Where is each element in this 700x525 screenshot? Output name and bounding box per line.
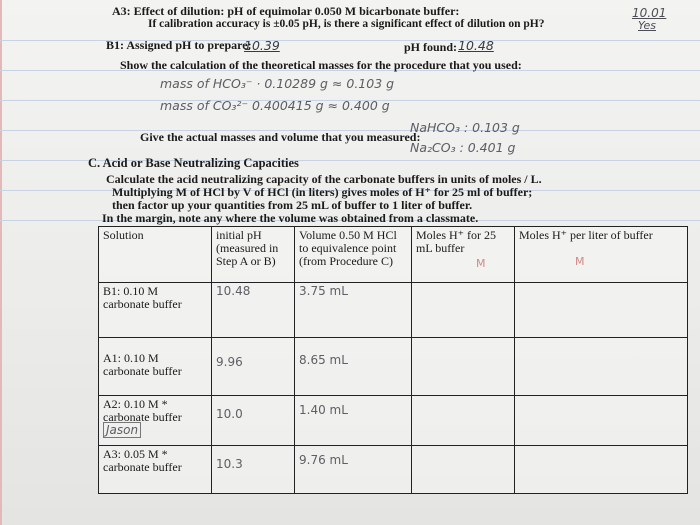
table-row [99, 396, 688, 446]
cell-volume: 8.65 mL [295, 338, 412, 396]
table-row [99, 338, 688, 396]
corner-answer: Yes [638, 19, 657, 32]
cell-initial-ph: 10.48 [212, 283, 295, 338]
solution-type: carbonate buffer [103, 297, 182, 311]
cell-solution [99, 446, 212, 494]
neutralizing-capacity-table [98, 226, 688, 494]
cell-initial-ph: 10.0 [212, 396, 295, 446]
solution-type: carbonate buffer [103, 364, 182, 378]
header-moles-per-liter-label: Moles H⁺ per liter of buffer [519, 228, 653, 242]
section-c-para-1: Calculate the acid neutralizing capacity of the carbonate buffers in units of moles / L. [106, 172, 542, 186]
calc-prompt: Show the calculation of the theoretical masses for the procedure that you used: [120, 58, 522, 72]
ruled-line [0, 40, 700, 41]
section-c-para-3: then factor up your quantities from 25 mL of buffer to 1 liter of buffer. [112, 198, 473, 212]
cell-volume: 9.76 mL [295, 446, 412, 494]
solution-type: carbonate buffer [103, 410, 182, 424]
header-mark-m: M [575, 255, 585, 268]
solution-concentration: B1: 0.10 M [103, 284, 159, 298]
header-moles-25ml [412, 227, 515, 283]
cell-initial-ph: 10.3 [212, 446, 295, 494]
header-solution: Solution [99, 227, 212, 283]
solution-concentration: A1: 0.10 M [103, 351, 159, 365]
table-row [99, 283, 688, 338]
ph-found-label: pH found: [404, 40, 458, 54]
cell-solution [99, 396, 212, 446]
cell-solution [99, 283, 212, 338]
table-row [99, 446, 688, 494]
b1-prompt: B1: Assigned pH to prepare: [106, 38, 252, 52]
cell-initial-ph: 9.96 [212, 338, 295, 396]
solution-concentration: A2: 0.10 M * [103, 397, 168, 411]
cell-moles-25ml [412, 446, 515, 494]
actual-prompt: Give the actual masses and volume that you measured: [140, 130, 421, 144]
section-c-para-2: Multiplying M of HCl by V of HCl (in liters) gives moles of H⁺ for 25 ml of buffer; [112, 185, 533, 199]
section-c-para-4: In the margin, note any where the volume was obtained from a classmate. [102, 211, 479, 225]
a3-heading: A3: Effect of dilution: pH of equimolar 0.050 M bicarbonate buffer: [112, 4, 460, 18]
table-header-row [99, 227, 688, 283]
cell-moles-per-liter [515, 283, 688, 338]
header-moles-25ml-label: Moles H⁺ for 25 mL buffer [416, 228, 496, 255]
actual-line-2: Na₂CO₃ : 0.401 g [410, 140, 516, 155]
header-moles-per-liter [515, 227, 688, 283]
solution-type: carbonate buffer [103, 460, 182, 474]
corner-value: 10.01 [632, 6, 667, 20]
cell-moles-per-liter [515, 396, 688, 446]
classmate-note: Jason [103, 422, 141, 438]
cell-moles-per-liter [515, 338, 688, 396]
calc-line-2: mass of CO₃²⁻ 0.400415 g ≈ 0.400 g [160, 98, 390, 113]
header-initial-ph: initial pH (measured in Step A or B) [212, 227, 295, 283]
actual-line-1: NaHCO₃ : 0.103 g [410, 120, 520, 135]
margin-line [0, 0, 2, 525]
cell-volume: 1.40 mL [295, 396, 412, 446]
solution-concentration: A3: 0.05 M * [103, 447, 168, 461]
cell-moles-25ml [412, 338, 515, 396]
cell-moles-per-liter [515, 446, 688, 494]
assigned-ph-value: 10.39 [244, 38, 280, 53]
ph-found-value: 10.48 [458, 38, 494, 53]
cell-moles-25ml [412, 396, 515, 446]
header-mark-m: M [476, 257, 486, 270]
cell-moles-25ml [412, 283, 515, 338]
header-volume-hcl: Volume 0.50 M HCl to equivalence point (from Procedure C) [295, 227, 412, 283]
cell-volume: 3.75 mL [295, 283, 412, 338]
cell-solution [99, 338, 212, 396]
a3-question: If calibration accuracy is ±0.05 pH, is there a significant effect of dilution on pH? [148, 18, 545, 30]
calc-line-1: mass of HCO₃⁻ · 0.10289 g ≈ 0.103 g [160, 76, 395, 91]
section-c-title: C. Acid or Base Neutralizing Capacities [88, 156, 299, 170]
